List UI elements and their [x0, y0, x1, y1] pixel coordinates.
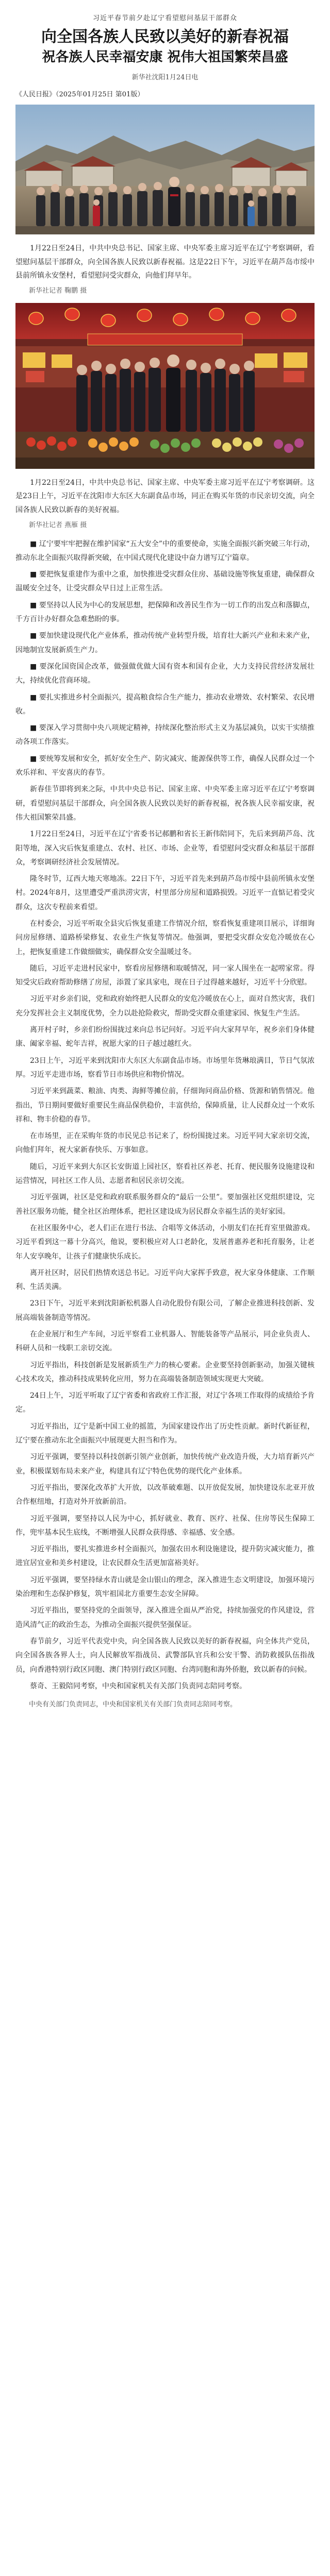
article-paragraph: 24日上午，习近平听取了辽宁省委和省政府工作汇报，对辽宁各项工作取得的成绩给予肯定。: [15, 1392, 315, 1414]
article-paragraph: 习近平指出，要扎实推进乡村全面振兴，加强农田水利设施建设，提升防灾减灾能力，推进宜居宜业和美乡村建设，让农民群众生活更加富裕美好。: [15, 1545, 315, 1568]
article-paragraph: 习近平来到蔬菜、粮油、肉类、海鲜等摊位前，仔细询问商品价格、货源和销售情况。他指出，节日期间要做好重要民生商品保供稳价，丰富供给，保障质量，让人民群众过一个欢乐祥和、物丰价稳的春节。: [15, 1087, 315, 1124]
photo1-credit: 新华社记者 鞠鹏 摄: [29, 286, 87, 295]
article-paragraph: 在社区服务中心，老人们正在进行书法、合唱等文体活动，小朋友们在托育室里做游戏。习近平看到这一幕十分高兴，他说，要积极应对人口老龄化，发展普惠养老和托育服务，让老年人安享晚年，让孩子们健康快乐成长。: [15, 1224, 315, 1261]
article-paragraph: 习近平指出，辽宁是新中国工业的摇篮，为国家建设作出了历史性贡献。新时代新征程，辽宁要在推动东北全面振兴中展现更大担当和作为。: [15, 1422, 315, 1445]
photo-village-visit: [15, 105, 315, 234]
article-paragraph: 习近平强调，社区是党和政府联系服务群众的“最后一公里”。要加强社区党组织建设，完善社区服务功能，健全社区治理体系，把社区建设成为居民群众幸福生活的美好家园。: [15, 1193, 315, 1216]
article-paragraph: 习近平强调，要坚持绿水青山就是金山银山的理念，深入推进生态文明建设，加强环境污染治理和生态保护修复，筑牢祖国北方重要生态安全屏障。: [15, 1575, 315, 1599]
article-headline: [15, 27, 315, 65]
article-paragraph: ■ 要坚持以人民为中心的发展思想，把保障和改善民生作为一切工作的出发点和落脚点，千方百计办好群众急难愁盼的事。: [15, 601, 315, 624]
article-paragraph: 1月22日至24日，习近平在辽宁省委书记郝鹏和省长王新伟陪同下，先后来到葫芦岛、沈阳等地，深入灾后恢复重建点、农村、社区、市场、企业等，看望慰问受灾群众和基层干部群众，考察调研经济社会发展情况。: [15, 830, 315, 867]
article-paragraph: 随后，习近平来到大东区长安街道上园社区，察看社区养老、托育、便民服务设施建设和运营情况，同社区工作人员、志愿者和居民亲切交流。: [15, 1162, 315, 1185]
article-paragraph: 习近平强调，要坚持以人民为中心，抓好就业、教育、医疗、社保、住房等民生保障工作，兜牢基本民生底线，不断增强人民群众获得感、幸福感、安全感。: [15, 1514, 315, 1537]
headline-line-1: 向全国各族人民致以美好的新春祝福: [41, 28, 289, 46]
photo1-caption: 1月22日至24日，中共中央总书记、国家主席、中央军委主席习近平在辽宁考察调研，看望慰问基层干部群众，向全国各族人民致以新春祝福。这是22日下午，习近平在葫芦岛市绥中县前所镇永安堡村，看望慰问受灾群众，向他们拜早年。: [15, 244, 315, 280]
article-body: [15, 537, 315, 1694]
photo2-caption: 1月22日至24日，中共中央总书记、国家主席、中央军委主席习近平在辽宁考察调研。这是23日上午，习近平在沈阳市大东区大东副食品市场，同正在购买年货的市民亲切交流，向全国各族人民致以新春的美好祝福。: [15, 478, 315, 514]
article-paragraph: ■ 要扎实推进乡村全面振兴，提高粮食综合生产能力，推动农业增效、农村繁荣、农民增收。: [15, 693, 315, 716]
article-kicker: 习近平春节前夕赴辽宁看望慰问基层干部群众: [92, 14, 237, 22]
article-paragraph: 离开社区时，居民们热情欢送总书记。习近平向大家挥手致意，祝大家身体健康、工作顺利、生活美满。: [15, 1268, 315, 1292]
article-paragraph: ■ 要深化国资国企改革，做强做优做大国有资本和国有企业，大力支持民营经济发展壮大，持续优化营商环境。: [15, 662, 315, 685]
photo-market-visit: [15, 303, 315, 469]
photo2-credit: 新华社记者 燕雁 摄: [29, 521, 87, 529]
article-paragraph: ■ 辽宁要牢牢把握在维护国家“五大安全”中的重要使命，实施全面振兴新突破三年行动，推动东北全面振兴取得新突破，在中国式现代化建设中奋力谱写辽宁篇章。: [15, 539, 315, 562]
article-paragraph: 习近平指出，要坚持党的全面领导，深入推进全面从严治党，持续加强党的作风建设，营造风清气正的政治生态，为推动全面振兴提供坚强保证。: [15, 1606, 315, 1629]
article-paragraph: 23日下午，习近平来到沈阳新松机器人自动化股份有限公司，了解企业推进科技创新、发展高端装备制造等情况。: [15, 1299, 315, 1322]
article-paragraph: ■ 要深入学习贯彻中央八项规定精神，持续深化整治形式主义为基层减负，以实干实绩推动各项工作落实。: [15, 724, 315, 747]
article-paragraph: 随后，习近平走进村民家中，察看房屋修缮和取暖情况，同一家人围坐在一起唠家常。得知受灾后政府帮助修缮了房屋，添置了家具家电，现在日子过得越来越好，习近平十分欣慰。: [15, 964, 315, 987]
article-paragraph: 23日上午，习近平来到沈阳市大东区大东副食品市场。市场里年货琳琅满目，节日气氛浓厚。习近平走进市场，察看节日市场供应和物价情况。: [15, 1056, 315, 1079]
photo-village-illustration: [15, 105, 315, 234]
article-paragraph: 习近平强调，要坚持以科技创新引领产业创新，加快传统产业改造升级，大力培育新兴产业，积极谋划布局未来产业，构建具有辽宁特色优势的现代化产业体系。: [15, 1453, 315, 1476]
article-paragraph: 在市场里，正在采购年货的市民见总书记来了，纷纷围拢过来。习近平同大家亲切交流，向他们拜年，祝大家新春快乐、万事如意。: [15, 1132, 315, 1155]
article-paragraph: 习近平指出，要深化改革扩大开放，以改革破难题、以开放促发展，加快建设东北亚开放合作枢纽地，打造对外开放新前沿。: [15, 1483, 315, 1506]
article-paragraph: 隆冬时节，辽西大地天寒地冻。22日下午，习近平首先来到葫芦岛市绥中县前所镇永安堡村。2024年8月，这里遭受严重洪涝灾害，村里部分房屋和道路损毁。习近平一直惦记着受灾群众，这次专程前来看望。: [15, 875, 315, 911]
article-paragraph: 在村委会，习近平听取全县灾后恢复重建工作情况介绍，察看恢复重建项目展示，详细询问房屋修缮、道路桥梁修复、农业生产恢复等情况。他强调，要把受灾群众安危冷暖放在心上，把恢复重建工作做细做实，确保群众安全温暖过冬。: [15, 919, 315, 956]
article-footer: 中央有关部门负责同志，中央和国家机关有关部门负责同志陪同考察。: [29, 1701, 237, 1709]
article-paragraph: 新春佳节即将到来之际，中共中央总书记、国家主席、中央军委主席习近平在辽宁考察调研，看望慰问基层干部群众，向全国各族人民致以美好的新春祝福，祝各族人民幸福安康，祝伟大祖国繁荣昌盛。: [15, 785, 315, 822]
article-paragraph: ■ 要统筹发展和安全，抓好安全生产、防灾减灾、能源保供等工作，确保人民群众过一个欢乐祥和、平安喜庆的春节。: [15, 754, 315, 777]
article-paragraph: ■ 要把恢复重建作为重中之重，加快推进受灾群众住房、基础设施等恢复重建，确保群众温暖安全过冬，让受灾群众早日过上正常生活。: [15, 570, 315, 593]
photo-market-illustration: [15, 303, 315, 469]
article-paragraph: 春节前夕，习近平代表党中央，向全国各族人民致以美好的新春祝福，向全体共产党员，向全国各族各界人士，向人民解放军指战员、武警部队官兵和公安干警、消防救援队伍指战员，向香港特别行政区同胞、澳门特别行政区同胞、台湾同胞和海外侨胞，致以新春的问候。: [15, 1637, 315, 1674]
article-paragraph: 蔡奇、王毅陪同考察，中央和国家机关有关部门负责同志陪同考察。: [30, 1682, 246, 1690]
article-paragraph: 习近平指出，科技创新是发展新质生产力的核心要素。企业要坚持创新驱动，加强关键核心技术攻关，推动科技成果转化应用，努力在高端装备制造领域实现更大突破。: [15, 1361, 315, 1383]
article-dateline: 《人民日报》（2025年01月25日 第01版）: [15, 91, 144, 98]
article-paragraph: 习近平对乡亲们说，党和政府始终把人民群众的安危冷暖放在心上，面对自然灾害，我们充分发挥社会主义制度优势，全力以赴抢险救灾，帮助受灾群众重建家园、恢复生产生活。: [15, 995, 315, 1018]
article-paragraph: 在企业展厅和生产车间，习近平察看工业机器人、智能装备等产品展示，同企业负责人、科研人员和一线职工亲切交流。: [15, 1330, 315, 1353]
article-byline: 新华社沈阳1月24日电: [131, 74, 199, 81]
article-paragraph: ■ 要加快建设现代化产业体系，推动传统产业转型升级，培育壮大新兴产业和未来产业，因地制宜发展新质生产力。: [15, 632, 315, 654]
headline-line-2: 祝各族人民幸福安康 祝伟大祖国繁荣昌盛: [42, 49, 288, 65]
article-paragraph: 离开村子时，乡亲们纷纷围拢过来向总书记问好。习近平向大家拜早年，祝乡亲们身体健康、阖家幸福、蛇年吉祥，祝愿大家的日子越过越红火。: [15, 1026, 315, 1048]
